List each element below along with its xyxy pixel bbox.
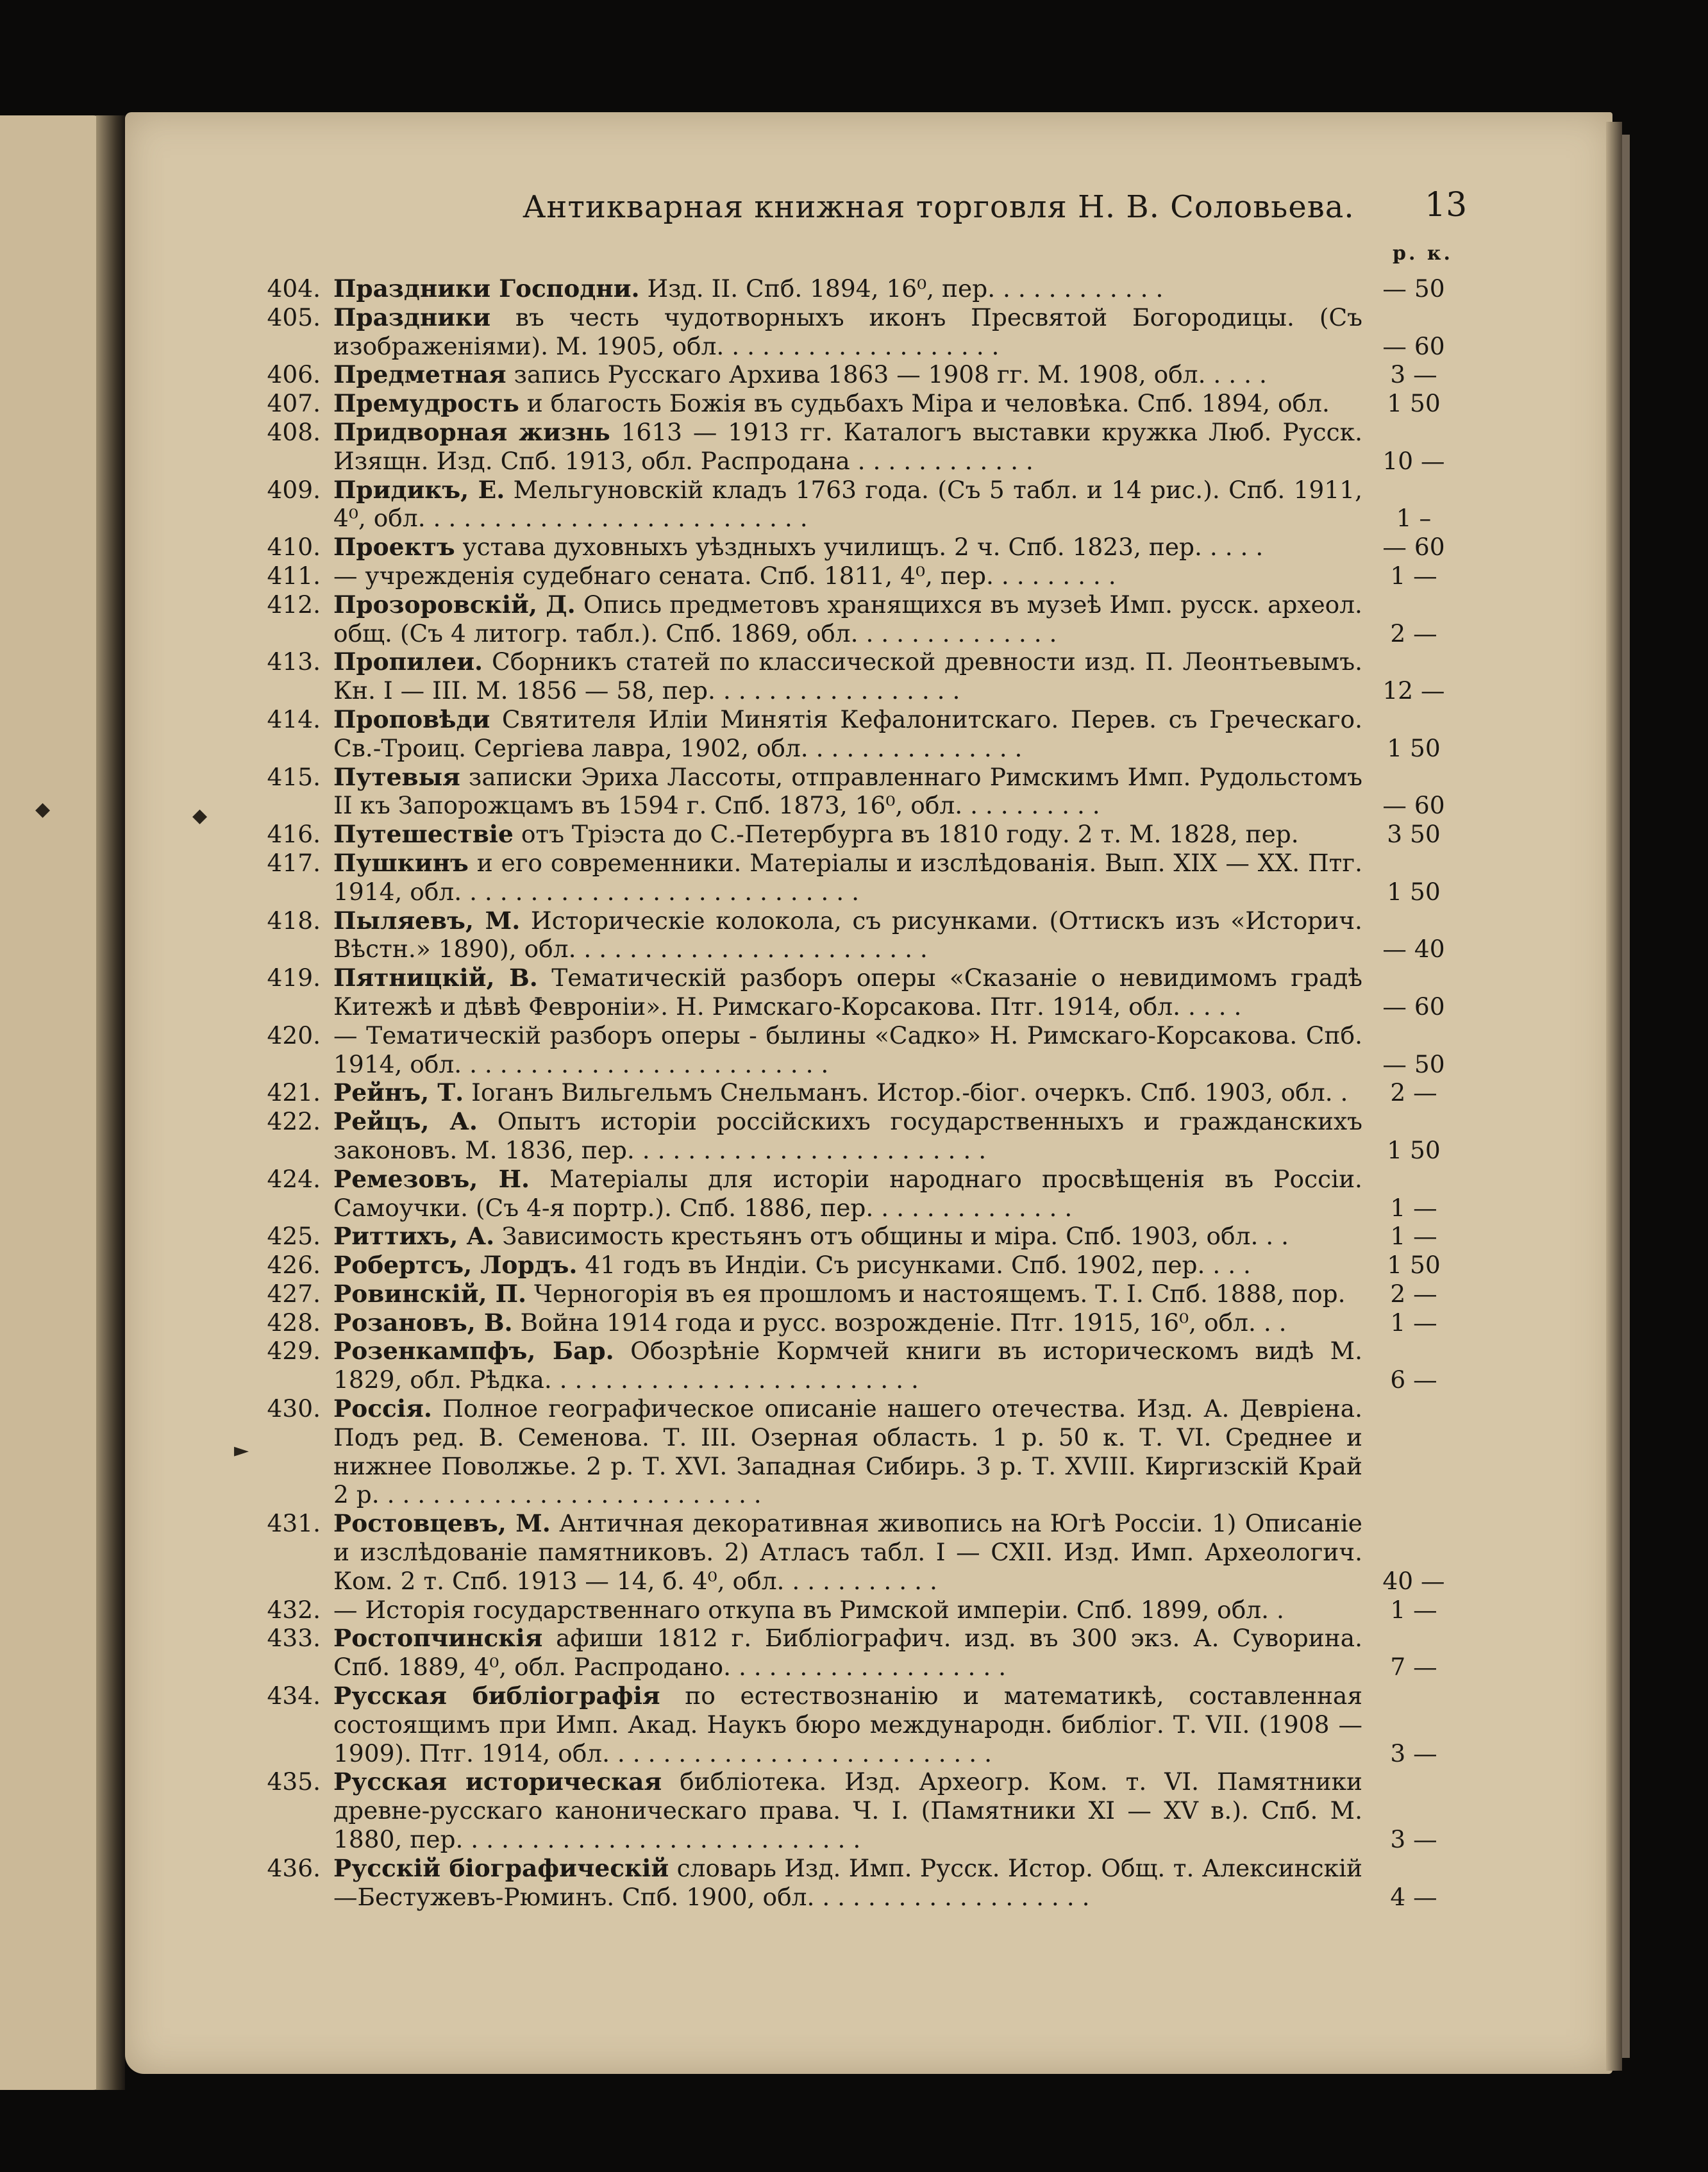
entry-heading: Проектъ (333, 533, 455, 562)
entry-description (333, 1337, 1362, 1394)
entry-number: 426. (267, 1251, 321, 1280)
entry-description (333, 476, 1362, 533)
entry-text: Историческіе колокола, съ рисунками. (Оттискъ изъ «Историч. Вѣстн.» 1890), обл. . . . . . . . . . . . . . . . . . . . . . . . (333, 906, 1362, 964)
entry-number: 404. (267, 274, 321, 303)
stray-mark: ◆ (35, 798, 51, 821)
entry-heading: Предметная (333, 360, 507, 389)
catalog-entry (256, 1308, 1462, 1337)
entry-price: 1 – (1396, 504, 1432, 533)
entry-price: 2 — (1390, 1279, 1437, 1308)
entry-description (333, 1624, 1362, 1682)
running-header-title: Антикварная книжная торговля Н. В. Соловьева. (523, 189, 1355, 225)
entry-number: 417. (267, 848, 321, 877)
entry-number: 429. (267, 1337, 321, 1366)
entry-description (333, 1251, 1362, 1280)
entry-heading: Ростовцевъ, М. (333, 1509, 551, 1538)
entry-number: 410. (267, 533, 321, 562)
catalog-entry (256, 1078, 1462, 1107)
entry-price: 4 — (1390, 1882, 1437, 1911)
catalog-entry (256, 1222, 1462, 1251)
entry-text: Война 1914 года и русс. возрожденіе. Птг. 1915, 16⁰, обл. . . (512, 1308, 1287, 1337)
entry-text: по естествознанію и математикѣ, составленная состоящимъ при Имп. Акад. Наукъ бюро международн. библіог. Т. VII. (1908 — 1909). Птг. 1914, обл. . . . . . . . . . . . . . . . . . . . . . . . . . (333, 1682, 1362, 1767)
entry-description (333, 1394, 1362, 1509)
entry-description (333, 1854, 1362, 1912)
entry-text: отъ Тріэста до С.-Петербурга въ 1810 году. 2 т. М. 1828, пер. (513, 820, 1299, 849)
entry-price: 12 — (1382, 676, 1445, 705)
entry-text: — Тематическій разборъ оперы - былины «Садко» Н. Римскаго-Корсакова. Спб. 1914, обл. . . . . . . . . . . . . . . . . . . . . . . . . (333, 1021, 1362, 1078)
entry-heading: Ремезовъ, Н. (333, 1164, 530, 1193)
catalog-entry (256, 418, 1462, 476)
entry-number: 428. (267, 1308, 321, 1337)
entry-heading: Россія. (333, 1394, 432, 1423)
entry-price: 3 — (1390, 1825, 1437, 1854)
entry-description (333, 1308, 1362, 1337)
entry-text: Изд. II. Спб. 1894, 16⁰, пер. . . . . . . . . . . . (639, 274, 1164, 303)
entry-price: 2 — (1390, 619, 1437, 647)
catalog-entry (256, 1337, 1462, 1394)
entry-description (333, 274, 1362, 303)
entry-text: 41 годъ въ Индіи. Съ рисунками. Спб. 1902, пер. . . . (577, 1251, 1251, 1280)
entry-price: 1 — (1390, 1308, 1437, 1337)
catalog-entry (256, 533, 1462, 562)
stray-mark: ◆ (192, 805, 208, 827)
catalog-entry (256, 1854, 1462, 1912)
catalog-entry (256, 1624, 1462, 1682)
catalog-entry (256, 763, 1462, 821)
entry-price: 1 50 (1387, 389, 1441, 418)
entry-description (333, 533, 1362, 562)
page-edge (1606, 122, 1622, 2071)
entry-description (333, 647, 1362, 705)
stray-mark: ► (234, 1439, 249, 1462)
entry-number: 405. (267, 303, 321, 331)
catalog-entry (256, 964, 1462, 1021)
entry-heading: Рейцъ, А. (333, 1107, 478, 1136)
entry-text: библіотека. Изд. Археогр. Ком. т. VI. Памятники древне-русскаго каноническаго права. Ч. I. (Памятники XI — XV в.). Спб. М. 1880, пер. . . . . . . . . . . . . . . . . . . . . . . . . . . (333, 1767, 1362, 1854)
entry-number: 434. (267, 1682, 321, 1710)
entry-text: и благость Божія въ судьбахъ Міра и человѣка. Спб. 1894, обл. (519, 389, 1330, 418)
entry-text: 1613 — 1913 гг. Каталогъ выставки кружка Люб. Русск. Изящн. Изд. Спб. 1913, обл. Распродана . . . . . . . . . . . . (333, 417, 1362, 475)
entry-heading: Русскій біографическій (333, 1853, 669, 1882)
entry-price: 1 50 (1387, 733, 1441, 762)
entry-number: 421. (267, 1078, 321, 1107)
entry-text: Полное географическое описаніе нашего отечества. Изд. А. Девріена. Подъ ред. В. Семенова. Т. III. Озерная область. 1 р. 50 к. Т. VI. Среднее и нижнее Поволжье. 2 р. Т. XVI. Западная Сибирь. 3 р. Т. XVIII. Киргизскій Край 2 р. . . . . . . . . . . . . . . . . . . . . . . . . . (333, 1394, 1362, 1509)
entry-number: 412. (267, 590, 321, 619)
catalog-entries (256, 274, 1462, 1911)
entry-number: 432. (267, 1595, 321, 1624)
entry-text: Античная декоративная живопись на Югѣ Россіи. 1) Описаніе и изслѣдованіе памятниковъ. 2) Атласъ табл. I — CXII. Изд. Имп. Археологич. Ком. 2 т. Спб. 1913 — 14, б. 4⁰, обл. . . . . . . . . . . (333, 1509, 1362, 1595)
entry-number: 422. (267, 1107, 321, 1136)
entry-text: Зависимость крестьянъ отъ общины и міра. Спб. 1903, обл. . . (494, 1222, 1289, 1251)
entry-text: Мельгуновскій кладъ 1763 года. (Съ 5 табл. и 14 рис.). Спб. 1911, 4⁰, обл. . . . . . . . . . . . . . . . . . . . . . . . . . (333, 475, 1362, 533)
entry-price: 3 — (1390, 1739, 1437, 1767)
entry-description (333, 1280, 1362, 1308)
entry-number: 424. (267, 1164, 321, 1193)
entry-number: 411. (267, 561, 321, 590)
entry-description (333, 303, 1362, 361)
entry-number: 433. (267, 1624, 321, 1653)
entry-number: 420. (267, 1021, 321, 1049)
entry-text: Тематическій разборъ оперы «Сказаніе о невидимомъ градѣ Китежѣ и дѣвѣ Февроніи». Н. Римскаго-Корсакова. Птг. 1914, обл. . . . . (333, 964, 1362, 1021)
entry-description (333, 1596, 1362, 1625)
page-edge-shadow (1622, 135, 1630, 2058)
entry-number: 407. (267, 389, 321, 418)
entry-text: Опись предметовъ хранящихся въ музеѣ Имп. русск. археол. общ. (Съ 4 литогр. табл.). Спб. 1869, обл. . . . . . . . . . . . . . (333, 590, 1362, 647)
catalog-entry (256, 849, 1462, 906)
entry-text: Сборникъ статей по классической древности изд. П. Леонтьевымъ. Кн. I — III. М. 1856 — 58, пер. . . . . . . . . . . . . . . . . (333, 647, 1362, 705)
entry-description (333, 1682, 1362, 1767)
catalog-entry (256, 1251, 1462, 1280)
entry-heading: Пушкинъ (333, 848, 469, 877)
entry-number: 425. (267, 1222, 321, 1251)
entry-price: 1 50 (1387, 1135, 1441, 1164)
catalog-entry (256, 1596, 1462, 1625)
entry-price: 1 — (1390, 561, 1437, 590)
entry-number: 416. (267, 820, 321, 849)
entry-text: Святителя Иліи Минятія Кефалонитскаго. Перев. съ Греческаго. Св.-Троиц. Сергіева лавра, 1902, обл. . . . . . . . . . . . . . . (333, 705, 1362, 762)
catalog-entry (256, 705, 1462, 763)
book-gutter (96, 115, 125, 2090)
catalog-entry (256, 1509, 1462, 1595)
entry-text: запись Русскаго Архива 1863 — 1908 гг. М. 1908, обл. . . . . (506, 360, 1267, 389)
entry-description (333, 849, 1362, 906)
entry-number: 430. (267, 1394, 321, 1423)
entry-heading: Праздники Господни. (333, 274, 640, 303)
entry-description (333, 562, 1362, 590)
entry-heading: Прозоровскій, Д. (333, 590, 576, 619)
catalog-entry (256, 389, 1462, 418)
entry-heading: Рейнъ, Т. (333, 1078, 464, 1107)
entry-heading: Путешествіе (333, 820, 514, 849)
entry-heading: Ровинскій, П. (333, 1279, 527, 1308)
entry-price: 7 — (1390, 1653, 1437, 1682)
entry-description (333, 1767, 1362, 1853)
entry-text: афиши 1812 г. Библіографич. изд. въ 300 экз. А. Суворина. Спб. 1889, 4⁰, обл. Распродано. . . . . . . . . . . . . . . . . . . (333, 1624, 1362, 1682)
entry-heading: Путевыя (333, 762, 460, 791)
entry-text: — Исторія государственнаго откупа въ Римской имперіи. Спб. 1899, обл. . (333, 1595, 1284, 1624)
entry-text: и его современники. Матеріалы и изслѣдованія. Вып. XIX — XX. Птг. 1914, обл. . . . . . . . . . . . . . . . . . . . . . . . . . . (333, 848, 1362, 906)
entry-text: словарь Изд. Имп. Русск. Истор. Общ. т. Алексинскій—Бестужевъ-Рюминъ. Спб. 1900, обл. . . . . . . . . . . . . . . . . . . (333, 1853, 1362, 1911)
entry-price: 1 — (1390, 1193, 1437, 1222)
entry-description (333, 360, 1362, 389)
entry-heading: Пропилеи. (333, 647, 483, 676)
catalog-entry (256, 303, 1462, 361)
entry-price: 1 50 (1387, 877, 1441, 906)
entry-price: 40 — (1382, 1566, 1445, 1595)
entry-number: 415. (267, 762, 321, 791)
entry-heading: Робертсъ, Лордъ. (333, 1251, 578, 1280)
catalog-entry (256, 906, 1462, 964)
catalog-entry (256, 647, 1462, 705)
entry-description (333, 1021, 1362, 1079)
entry-price: 1 — (1390, 1222, 1437, 1251)
entry-number: 409. (267, 475, 321, 504)
catalog-entry (256, 1767, 1462, 1853)
entry-price: — 60 (1382, 533, 1445, 562)
entry-heading: Риттихъ, А. (333, 1222, 495, 1251)
entry-description (333, 418, 1362, 476)
entry-heading: Проповѣди (333, 705, 490, 733)
entry-price: 10 — (1382, 446, 1445, 475)
catalog-entry (256, 562, 1462, 590)
catalog-entry (256, 820, 1462, 849)
entry-number: 418. (267, 906, 321, 935)
entry-price: 1 — (1390, 1595, 1437, 1624)
entry-heading: Придворная жизнь (333, 417, 610, 446)
entry-heading: Премудрость (333, 389, 519, 418)
entry-number: 413. (267, 647, 321, 676)
entry-description (333, 964, 1362, 1021)
entry-description (333, 590, 1362, 648)
entry-description (333, 1107, 1362, 1165)
entry-heading: Розановъ, В. (333, 1308, 513, 1337)
entry-heading: Розенкампфъ, Бар. (333, 1337, 614, 1366)
entry-description (333, 1222, 1362, 1251)
catalog-entry (256, 1165, 1462, 1223)
entry-heading: Ростопчинскія (333, 1624, 543, 1653)
entry-price: — 40 (1382, 935, 1445, 964)
entry-number: 435. (267, 1767, 321, 1796)
entry-price: — 60 (1382, 331, 1445, 360)
entry-number: 408. (267, 417, 321, 446)
entry-price: 3 — (1390, 360, 1437, 389)
entry-number: 436. (267, 1853, 321, 1882)
entry-text: Іоганъ Вильгельмъ Снельманъ. Истор.-біог. очеркъ. Спб. 1903, обл. . (464, 1078, 1348, 1107)
catalog-entry (256, 1021, 1462, 1079)
entry-description (333, 1509, 1362, 1595)
catalog-entry (256, 476, 1462, 533)
entry-number: 431. (267, 1509, 321, 1538)
entry-description (333, 763, 1362, 821)
entry-number: 427. (267, 1279, 321, 1308)
entry-price: 1 50 (1387, 1251, 1441, 1280)
entry-number: 406. (267, 360, 321, 389)
entry-heading: Русская историческая (333, 1767, 662, 1796)
entry-description (333, 705, 1362, 763)
entry-heading: Русская библіографія (333, 1682, 660, 1710)
entry-price: 3 50 (1387, 820, 1441, 849)
entry-text: Черногорія въ ея прошломъ и настоящемъ. Т. I. Спб. 1888, пор. (526, 1279, 1346, 1308)
catalog-entry (256, 1280, 1462, 1308)
entry-price: 2 — (1390, 1078, 1437, 1107)
entry-text: Матеріалы для исторіи народнаго просвѣщенія въ Россіи. Самоучки. (Съ 4-я портр.). Спб. 1886, пер. . . . . . . . . . . . . . (333, 1164, 1362, 1222)
entry-price: — 60 (1382, 992, 1445, 1021)
entry-heading: Придикъ, Е. (333, 475, 505, 504)
catalog-entry (256, 1682, 1462, 1767)
catalog-entry (256, 274, 1462, 303)
entry-price: — 60 (1382, 791, 1445, 820)
entry-description (333, 1078, 1362, 1107)
entry-text: Опытъ исторіи россійскихъ государственныхъ и гражданскихъ законовъ. М. 1836, пер. . . . . . . . . . . . . . . . . . . . . . . . (333, 1107, 1362, 1164)
entry-description (333, 820, 1362, 849)
entry-price: 6 — (1390, 1366, 1437, 1394)
entry-text: — учрежденія судебнаго сената. Спб. 1811, 4⁰, пер. . . . . . . . . (333, 561, 1116, 590)
catalog-entry (256, 1107, 1462, 1165)
price-column-header: р. к. (1393, 242, 1453, 265)
entry-price: — 50 (1382, 274, 1445, 303)
entry-number: 414. (267, 705, 321, 733)
entry-description (333, 389, 1362, 418)
left-facing-page (0, 115, 112, 2090)
entry-heading: Праздники (333, 303, 491, 331)
catalog-entry (256, 590, 1462, 648)
entry-description (333, 906, 1362, 964)
entry-price: — 50 (1382, 1049, 1445, 1078)
entry-text: въ честь чудотворныхъ иконъ Пресвятой Богородицы. (Съ изображеніями). М. 1905, обл. . . . . . . . . . . . . . . . . . . (333, 303, 1362, 360)
entry-heading: Пыляевъ, М. (333, 906, 521, 935)
entry-heading: Пятницкій, В. (333, 964, 538, 992)
page-number: 13 (1425, 186, 1468, 224)
entry-description (333, 1165, 1362, 1223)
entry-text: Обозрѣніе Кормчей книги въ историческомъ видѣ М. 1829, обл. Рѣдка. . . . . . . . . . . . . . . . . . . . . . . . . (333, 1337, 1362, 1394)
catalog-entry (256, 1394, 1462, 1509)
entry-number: 419. (267, 964, 321, 992)
catalog-entry (256, 360, 1462, 389)
entry-text: устава духовныхъ уѣздныхъ училищъ. 2 ч. Спб. 1823, пер. . . . . (455, 533, 1264, 562)
entry-text: записки Эриха Лассоты, отправленнаго Римскимъ Имп. Рудольстомъ II къ Запорожцамъ въ 1594 г. Спб. 1873, 16⁰, обл. . . . . . . . . . (333, 762, 1362, 820)
